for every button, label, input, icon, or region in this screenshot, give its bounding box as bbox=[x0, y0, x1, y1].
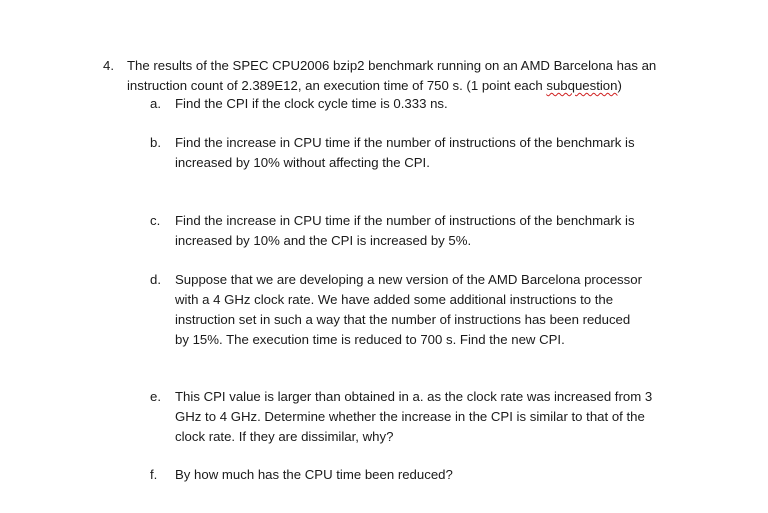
subquestion-letter: f. bbox=[150, 467, 158, 482]
subquestion-line: This CPI value is larger than obtained in a. as the clock rate was increased from 3 bbox=[175, 389, 653, 404]
subquestion-text bbox=[175, 133, 720, 173]
intro-line-2-text: instruction count of 2.389E12, an execution time of 750 s. (1 point each bbox=[127, 78, 547, 93]
intro-line-1: The results of the SPEC CPU2006 bzip2 benchmark running on an AMD Barcelona has an bbox=[127, 58, 657, 73]
subquestion-line: with a 4 GHz clock rate. We have added some additional instructions to the bbox=[175, 292, 614, 307]
subquestion-text bbox=[175, 211, 720, 251]
subquestion-line: GHz to 4 GHz. Determine whether the increase in the CPI is similar to that of the bbox=[175, 409, 645, 424]
subquestion-letter: c. bbox=[150, 213, 161, 228]
subquestion-text bbox=[175, 465, 720, 485]
subquestion-line: clock rate. If they are dissimilar, why? bbox=[175, 429, 394, 444]
subquestion-line: increased by 10% without affecting the CPI. bbox=[175, 155, 430, 170]
subquestion-line: By how much has the CPU time been reduced? bbox=[175, 467, 453, 482]
question-intro bbox=[127, 56, 727, 96]
subquestion-letter: d. bbox=[150, 272, 161, 287]
subquestion-line: Find the CPI if the clock cycle time is 0.333 ns. bbox=[175, 96, 448, 111]
subquestion-line: instruction set in such a way that the number of instructions has been reduced bbox=[175, 312, 631, 327]
question-number: 4. bbox=[103, 58, 114, 73]
subquestion-text bbox=[175, 94, 720, 114]
subquestion-line: by 15%. The execution time is reduced to 700 s. Find the new CPI. bbox=[175, 332, 565, 347]
intro-line-2-end: ) bbox=[617, 78, 622, 93]
subquestion-line: increased by 10% and the CPI is increased by 5%. bbox=[175, 233, 472, 248]
subquestion-text bbox=[175, 270, 720, 350]
spellcheck-word: subquestion bbox=[546, 78, 618, 93]
subquestion-line: Find the increase in CPU time if the number of instructions of the benchmark is bbox=[175, 213, 635, 228]
subquestion-letter: a. bbox=[150, 96, 161, 111]
intro-line-2 bbox=[127, 76, 727, 96]
subquestion-letter: e. bbox=[150, 389, 161, 404]
subquestion-line: Suppose that we are developing a new version of the AMD Barcelona processor bbox=[175, 272, 642, 287]
subquestion-text bbox=[175, 387, 720, 447]
subquestion-letter: b. bbox=[150, 135, 161, 150]
subquestion-line: Find the increase in CPU time if the number of instructions of the benchmark is bbox=[175, 135, 635, 150]
